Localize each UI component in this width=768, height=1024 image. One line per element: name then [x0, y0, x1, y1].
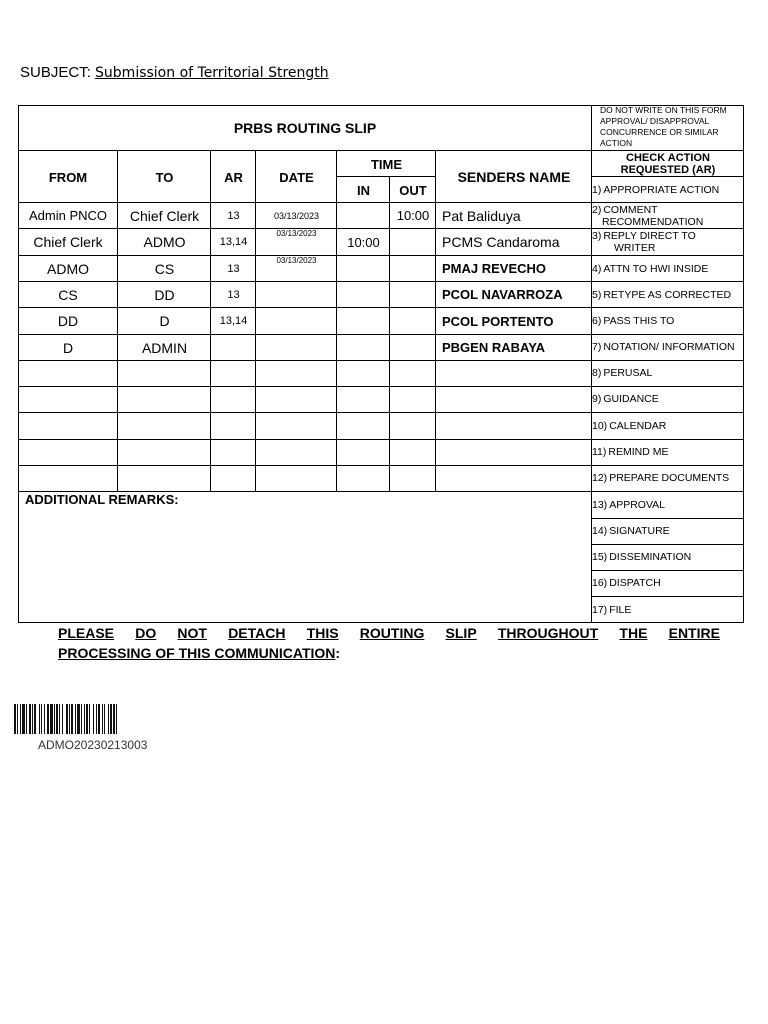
barcode-image	[14, 704, 184, 736]
row2-in: 10:00	[347, 234, 380, 250]
col-header-in: IN	[357, 182, 370, 198]
row1-to: Chief Clerk	[129, 207, 200, 224]
row2-sender: PCMS Candaroma	[442, 234, 560, 250]
row4-to: DD	[154, 286, 175, 303]
notice-word: DETACH	[228, 625, 286, 641]
notice-word: DO	[135, 625, 157, 641]
col-header-time: TIME	[370, 156, 403, 172]
action-item-3: 3) REPLY DIRECT TO WRITER	[592, 229, 696, 254]
row1-from: Admin PNCO	[28, 208, 108, 223]
row5-sender: PCOL PORTENTO	[442, 313, 554, 329]
row3-date: 03/13/2023	[276, 255, 317, 265]
col-header-to: TO	[155, 169, 174, 185]
action-item-2: 2) COMMENT RECOMMENDATION	[592, 203, 704, 228]
row6-from: D	[62, 339, 74, 356]
notice-word: NOT	[177, 625, 207, 641]
check-action-header: CHECK ACTION REQUESTED (AR)	[620, 151, 716, 176]
row5-from: DD	[57, 313, 79, 329]
row2-to: ADMO	[143, 234, 186, 250]
action-item-10: 10) CALENDAR	[592, 419, 667, 432]
row6-to: ADMIN	[141, 339, 188, 356]
routing-slip-form	[18, 105, 744, 623]
action-item-11: 11) REMIND ME	[592, 446, 669, 458]
action-item-14: 14) SIGNATURE	[592, 525, 670, 537]
action-item-6: 6) PASS THIS TO	[592, 315, 675, 327]
notice-word: SLIP	[445, 625, 477, 641]
barcode-number: ADMO20230213003	[38, 738, 148, 752]
subject-line: SUBJECT: Submission of Territorial Strength	[20, 64, 329, 81]
notice-word: ENTIRE	[668, 625, 720, 641]
row5-ar: 13,14	[219, 315, 248, 327]
do-not-write-notice: DO NOT WRITE ON THIS FORM APPROVAL/ DISAPPROVAL CONCURRENCE OR SIMILAR ACTION	[600, 105, 727, 148]
col-header-out: OUT	[399, 182, 427, 198]
row6-sender: PBGEN RABAYA	[442, 340, 546, 355]
action-item-7: 7) NOTATION/ INFORMATION	[592, 341, 735, 353]
row5-to: D	[159, 313, 170, 329]
action-item-8: 8) PERUSAL	[592, 367, 653, 379]
action-item-13: 13) APPROVAL	[592, 498, 666, 511]
subject-text: Submission of Territorial Strength	[95, 65, 329, 81]
row1-date: 03/13/2023	[273, 210, 320, 221]
notice-word: THIS	[306, 625, 339, 641]
additional-remarks-label: ADDITIONAL REMARKS:	[25, 492, 179, 507]
row1-ar: 13	[227, 209, 240, 222]
col-header-from: FROM	[48, 169, 88, 185]
row4-from: CS	[58, 286, 78, 303]
action-item-4: 4) ATTN TO HWI INSIDE	[592, 263, 709, 275]
col-header-ar: AR	[224, 169, 243, 185]
row2-date: 03/13/2023	[276, 228, 317, 238]
notice-word: PLEASE	[58, 625, 115, 641]
action-item-1: 1) APPROPRIATE ACTION	[592, 184, 720, 196]
row4-ar: 13	[227, 288, 240, 301]
action-item-12: 12) PREPARE DOCUMENTS	[592, 472, 730, 484]
col-header-senders-name: SENDERS NAME	[457, 169, 571, 185]
row3-sender: PMAJ REVECHO	[442, 261, 547, 276]
notice-word: THE	[619, 625, 648, 641]
col-header-date: DATE	[279, 169, 314, 185]
notice-word: THROUGHOUT	[497, 625, 599, 641]
row3-from: ADMO	[47, 260, 89, 277]
action-item-17: 17) FILE	[592, 603, 632, 616]
row2-ar: 13,14	[219, 236, 248, 248]
row4-sender: PCOL NAVARROZA	[442, 287, 563, 302]
action-item-16: 16) DISPATCH	[592, 577, 661, 589]
row2-from: Chief Clerk	[33, 234, 103, 250]
row3-to: CS	[154, 260, 175, 277]
row1-sender: Pat Baliduya	[442, 207, 521, 224]
notice-word: ROUTING	[359, 625, 425, 641]
subject-label: SUBJECT	[20, 64, 87, 81]
action-item-15: 15) DISSEMINATION	[592, 551, 692, 563]
form-title: PRBS ROUTING SLIP	[233, 119, 377, 136]
do-not-detach-notice	[58, 623, 720, 663]
action-item-9: 9) GUIDANCE	[592, 393, 659, 405]
notice-line-1	[58, 623, 720, 643]
row3-ar: 13	[227, 262, 240, 275]
notice-line-2: PROCESSING OF THIS COMMUNICATION:	[58, 645, 341, 661]
action-item-5: 5) RETYPE AS CORRECTED	[592, 289, 732, 301]
row1-out: 10:00	[396, 208, 430, 223]
